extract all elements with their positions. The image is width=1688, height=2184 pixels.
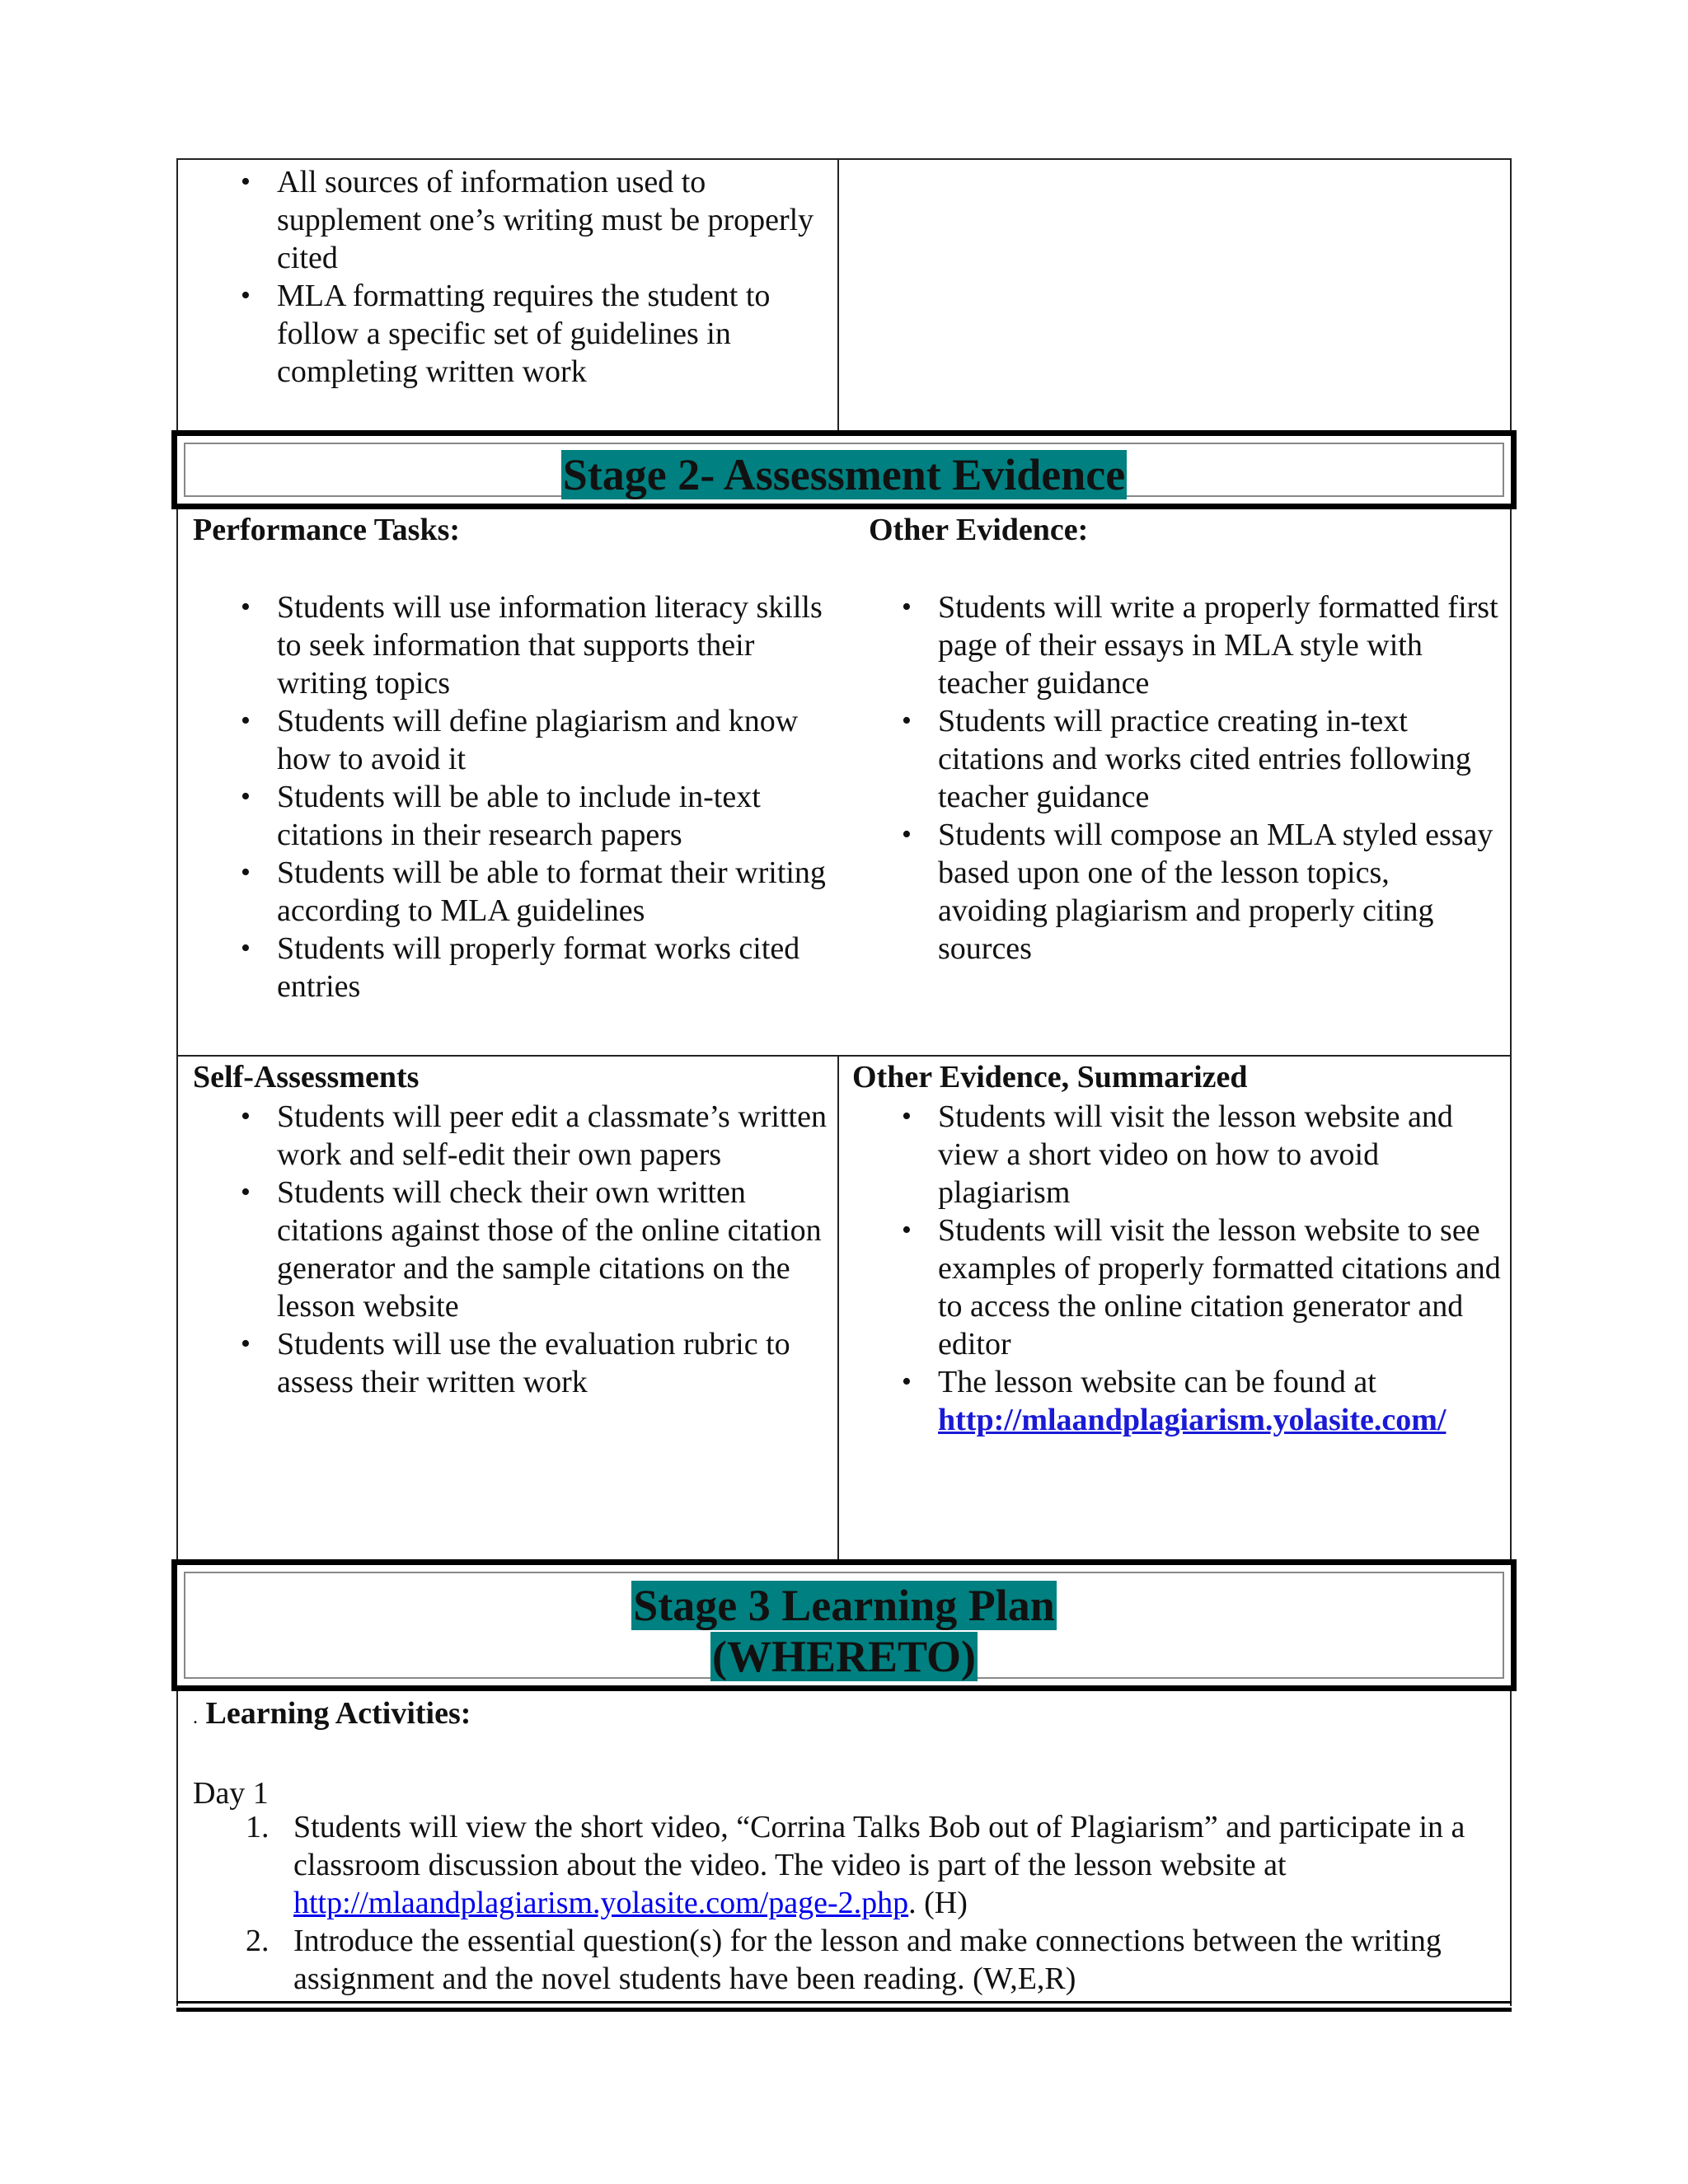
other-evidence-list [839,588,1507,968]
other-evidence-summarized-cell [852,1058,1503,1096]
list-item: • All sources of information used to supplement one’s writing must be properly cited [178,163,837,277]
stage3-title-line1: Stage 3 Learning Plan [633,1581,1055,1630]
list-item: • Students will be able to include in-text citations in their research papers [178,778,829,854]
list-item: • Students will compose an MLA styled essay based upon one of the lesson topics, avoiding plagiarism and properly citing sources [839,816,1507,968]
performance-tasks-list [178,588,829,1005]
learning-activities-heading-row [193,1694,1503,1736]
other-evidence-cell [869,511,1503,549]
list-item: • Students will practice creating in-text citations and works cited entries following teacher guidance [839,702,1507,816]
activity-text: Students will view the short video, “Corrina Talks Bob out of Plagiarism” and participate in a classroom discussion about the video. The video is part of the lesson website at [293,1810,1465,1882]
list-item: • Students will visit the lesson website and view a short video on how to avoid plagiarism [839,1098,1507,1212]
performance-tasks-cell [193,511,836,549]
stage1-bullet-list [178,163,837,391]
stage2-banner [171,430,1517,509]
list-item: • Students will be able to format their writing according to MLA guidelines [178,854,829,930]
stage3-title-line2: (WHERETO) [711,1632,977,1681]
video-page-link[interactable]: http://mlaandplagiarism.yolasite.com/page-2.php [293,1886,909,1920]
performance-tasks-heading: Performance Tasks: [193,513,461,547]
list-item: • Students will use information literacy skills to seek information that supports their writing topics [178,588,829,702]
learning-activities-heading: Learning Activities: [205,1696,471,1731]
stage3-bottom-rule-1 [176,2001,1512,2004]
learning-activities-section [193,1694,1503,1812]
stage2-right-border [1510,509,1512,1561]
list-item: • Students will properly format works cited entries [178,930,829,1005]
list-item: • Students will write a properly formatted first page of their essays in MLA style with teacher guidance [839,588,1507,702]
other-evidence-heading: Other Evidence: [869,513,1089,547]
list-item: • Students will check their own written citations against those of the online citation generator and the sample citations on the lesson website [178,1174,829,1325]
self-assessments-cell [193,1058,836,1096]
stage3-bottom-rule-2 [176,2008,1512,2012]
activity-number: 2. [246,1924,270,1958]
day-label: Day 1 [193,1776,269,1811]
lesson-website-link[interactable]: http://mlaandplagiarism.yolasite.com/ [938,1403,1447,1437]
stage2-title: Stage 2- Assessment Evidence [562,450,1126,499]
activities-list [178,1808,1505,1998]
other-evidence-summarized-list-wrap [839,1098,1507,1439]
other-evidence-summarized-list [839,1098,1507,1439]
activity-text-after: . (H) [908,1886,968,1920]
list-item [178,1922,1505,1998]
stage1-understandings-cell [178,163,837,391]
list-item [178,1808,1505,1922]
list-item [839,1363,1507,1439]
stage3-banner [171,1559,1517,1691]
list-item: • Students will visit the lesson website to see examples of properly formatted citations and to access the online citation generator and editor [839,1212,1507,1363]
activity-number: 1. [246,1810,270,1844]
stage1-empty-cell [839,163,1508,427]
self-assessments-list [178,1098,829,1401]
lead-mark: . [193,1707,198,1728]
website-lead-text: The lesson website can be found at [938,1365,1376,1399]
other-evidence-list-wrap [839,588,1507,968]
list-item: • MLA formatting requires the student to follow a specific set of guidelines in completing written work [178,277,837,391]
list-item: • Students will peer edit a classmate’s written work and self-edit their own papers [178,1098,829,1174]
self-assessments-heading: Self-Assessments [193,1060,420,1094]
table-top-border [176,158,1512,160]
performance-tasks-list-wrap [178,588,829,1005]
table-right-border [1510,158,1512,430]
stage2-row-divider [176,1055,1512,1057]
activities-list-wrap [178,1808,1505,1998]
activity-text: Introduce the essential question(s) for the lesson and make connections between the writing assignment and the novel students have been reading. (W,E,R) [293,1924,1442,1996]
stage3-right-border [1510,1691,1512,2006]
list-item: • Students will use the evaluation rubric to assess their written work [178,1325,829,1401]
list-item: • Students will define plagiarism and know how to avoid it [178,702,829,778]
other-evidence-summarized-heading: Other Evidence, Summarized [852,1060,1248,1094]
self-assessments-list-wrap [178,1098,829,1401]
